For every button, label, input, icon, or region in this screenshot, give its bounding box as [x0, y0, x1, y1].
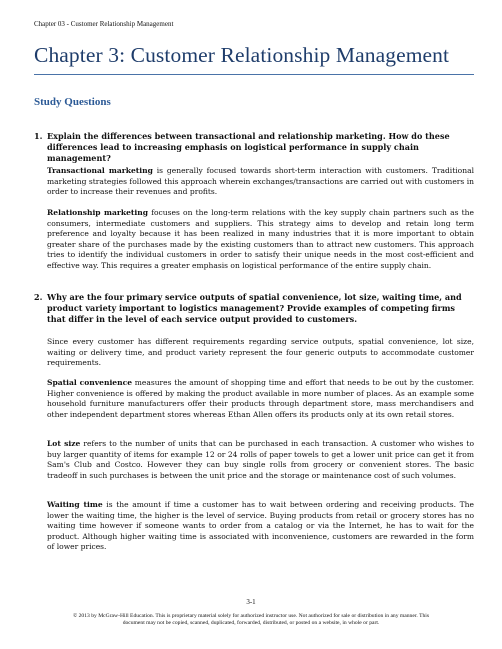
answer-paragraph [47, 500, 474, 553]
page-number: 3-1 [246, 598, 256, 606]
term: Lot size [47, 439, 81, 448]
paragraph-body: is generally focused towards short-term interaction with customers. Traditional marketing strategies followed this approach wherein exchanges/transactions are carried out with customers in order to increase their revenues and profits. [47, 166, 474, 196]
copyright-footer [40, 613, 462, 627]
question-text: Explain the differences between transactional and relationship marketing. How do these differences lead to increasing emphasis on logistical performance in supply chain management? [47, 131, 450, 163]
paragraph-body: focuses on the long-term relations with the key supply chain partners such as the consumers, intermediate customers and suppliers. This strategy aims to develop and retain long term preference and loyalty because it has been realized in many industries that it is more important to obtain greater share of the purchases made by the existing customers than to attract new customers. This approach tries to identify the individual customers in order to satisfy their unique needs in the most cost-efficient and effective way. This requires a greater emphasis on logistical performance of the entire supply chain. [47, 208, 474, 270]
term: Spatial convenience [47, 378, 132, 387]
question-2 [34, 292, 474, 325]
footer-line: document may not be copied, scanned, duplicated, forwarded, distributed, or posted on a website, in whole or part. [122, 620, 380, 626]
answer-paragraph [47, 337, 474, 369]
paragraph-body: Since every customer has different requirements regarding service outputs, spatial convenience, lot size, waiting or delivery time, and product variety represent the four generic outputs to accommodate customer requirements. [47, 337, 474, 367]
term: Waiting time [47, 500, 103, 509]
question-number: 1. [34, 131, 43, 141]
paragraph-body: is the amount if time a customer has to wait between ordering and receiving products. The lower the waiting time, the higher is the level of service. Buying products from retail or grocery stores has no waiting time however if someone wants to order from a catalog or via the Internet, he has to wait for the product. Although higher waiting time is associated with inconvenience, customers are rewarded in the form of lower prices. [47, 500, 474, 551]
answer-paragraph [47, 208, 474, 271]
answer-paragraph [47, 439, 474, 481]
question-1 [34, 131, 474, 164]
running-head: Chapter 03 - Customer Relationship Management [34, 20, 174, 28]
question-text: Why are the four primary service outputs of spatial convenience, lot size, waiting time, and product variety important to logistics management? Provide examples of competing firms that differ in the level of each service output provided to customers. [47, 292, 462, 324]
chapter-title: Chapter 3: Customer Relationship Management [34, 43, 474, 75]
section-heading: Study Questions [34, 96, 111, 108]
footer-line: © 2013 by McGraw-Hill Education. This is proprietary material solely for authorized instructor use. Not authorized for sale or distribution in any manner. This [72, 613, 430, 619]
paragraph-body: measures the amount of shopping time and effort that needs to be out by the customer. Higher convenience is offered by making the product available in more number of places. As an example some household furniture manufacturers offer their products through department store, mass merchandisers and other independent department stores whereas Ethan Allen offers its products only at its own retail stores. [47, 378, 474, 419]
answer-paragraph [47, 378, 474, 420]
question-number: 2. [34, 292, 43, 302]
term: Relationship marketing [47, 208, 149, 217]
term: Transactional marketing [47, 166, 153, 175]
paragraph-body: refers to the number of units that can be purchased in each transaction. A customer who wishes to buy larger quantity of items for example 12 or 24 rolls of paper towels to get a lower unit price can get it from Sam's Club and Costco. However they can buy single rolls from grocery or convenient stores. The basic tradeoff in such purchases is between the unit price and the storage or maintenance cost of such volumes. [47, 439, 474, 480]
answer-paragraph [47, 166, 474, 198]
